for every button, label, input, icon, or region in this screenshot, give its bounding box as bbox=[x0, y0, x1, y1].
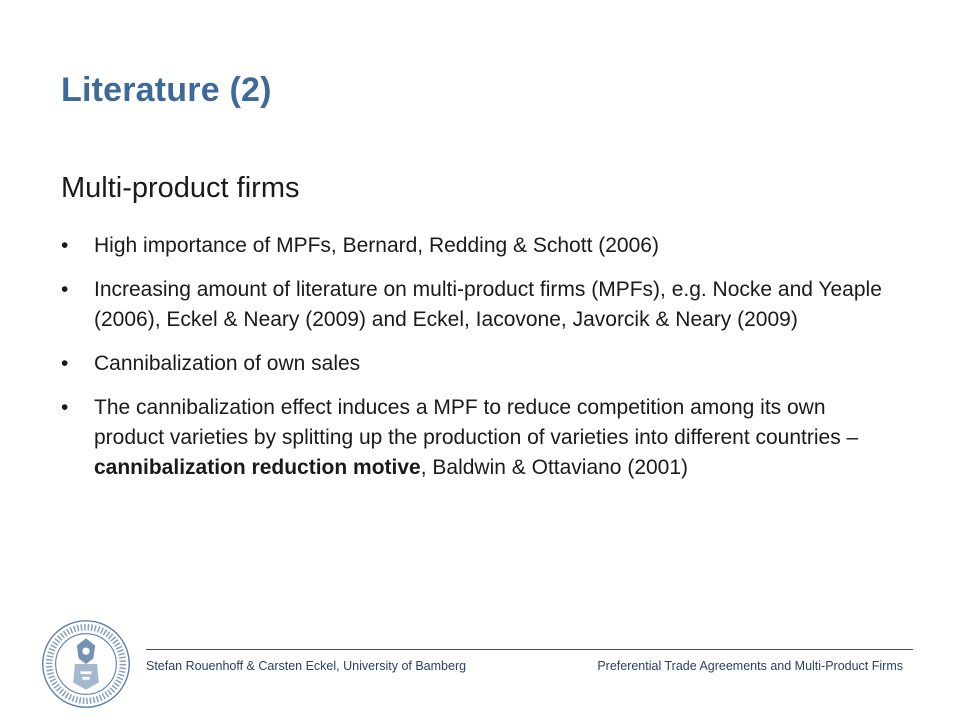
bullet-text-after: , Baldwin & Ottaviano (2001) bbox=[420, 456, 689, 479]
bullet-item-cannibalization-effect bbox=[61, 393, 901, 483]
bullet-list bbox=[61, 231, 901, 497]
bullet-item-cannibalization: • Cannibalization of own sales bbox=[61, 349, 901, 379]
footer-divider bbox=[146, 649, 913, 650]
bullet-item-literature: • Increasing amount of literature on multi-product firms (MPFs), e.g. Nocke and Yeaple (2006), Eckel & Neary (2009) and Eckel, Iacovone, Javorcik & Neary (2009) bbox=[61, 275, 901, 335]
university-seal-icon bbox=[40, 618, 132, 710]
bullet-text-before: The cannibalization effect induces a MPF to reduce competition among its own product varieties by splitting up the production of varieties into different countries – bbox=[94, 396, 859, 449]
section-heading: Multi-product firms bbox=[61, 172, 300, 204]
slide-title: Literature (2) bbox=[61, 71, 272, 109]
footer-authors: Stefan Rouenhoff & Carsten Eckel, University of Bamberg bbox=[146, 659, 467, 673]
footer-presentation-title: Preferential Trade Agreements and Multi-Product Firms bbox=[597, 659, 903, 673]
bullet-item-mpf-importance: • High importance of MPFs, Bernard, Redding & Schott (2006) bbox=[61, 231, 901, 261]
bullet-text-bold: cannibalization reduction motive bbox=[94, 456, 421, 479]
